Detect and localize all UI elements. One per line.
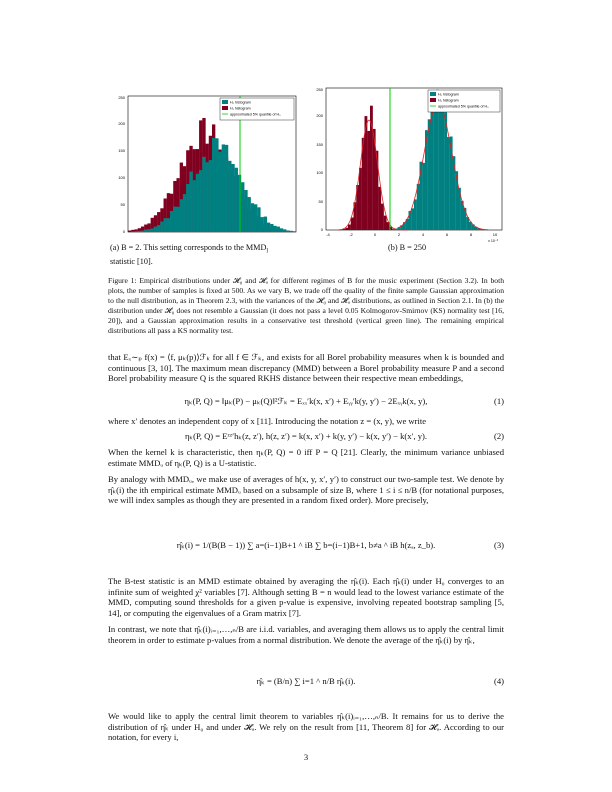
histogram-bar xyxy=(138,231,141,232)
histogram-bar xyxy=(381,204,384,230)
histogram-bar xyxy=(442,104,445,230)
histogram-bar xyxy=(411,208,414,230)
right-xtick: -4 xyxy=(326,232,330,237)
paragraph-2: where x′ denotes an independent copy of x [11]. Introducing the notation z = (x, y), we write xyxy=(108,416,427,426)
histogram-bar xyxy=(141,231,144,232)
equation-2-body: ηₖ(P, Q) = Eᶻᶻ′hₖ(z, z′), h(z, z′) = k(x, x′) + k(y, y′) − k(x, y′) − k(x′, y). xyxy=(184,431,428,441)
histogram-bar xyxy=(186,184,189,232)
left-legend xyxy=(220,98,294,120)
histogram-bar xyxy=(351,218,354,230)
histogram-bar xyxy=(134,231,137,232)
right-legend-quantile: approximated 5% quantile of H₀ xyxy=(438,104,489,109)
histogram-bar xyxy=(359,168,362,230)
histogram-bar xyxy=(173,207,176,232)
right-x-scale: x 10⁻³ xyxy=(488,239,498,243)
right-xtick: 4 xyxy=(421,232,425,237)
equation-3-body: η̂ₖ(i) = 1/(B(B − 1)) ∑ a=(i−1)B+1 ^ iB ∑ b=(i−1)B+1, b≠a ^ iB h(zₐ, z_b). xyxy=(176,540,436,550)
paragraph-4: By analogy with MMDᵤ, we make use of averages of h(x, y, x′, y′) to construct our two-sample test. We denote by η̂ₖ(i) the ith empirical estimate MMDᵤ based on a subsample of size B, where 1 ≤ i ≤ n/B (for notational purposes, we will index samples as though they are presented in a random fixed order). More precisely, xyxy=(108,474,504,506)
page-number: 3 xyxy=(303,752,309,762)
equation-2-number: (2) xyxy=(493,431,504,441)
right-xtick: 10 xyxy=(492,232,498,237)
histogram-bar xyxy=(180,199,183,232)
histogram-bar xyxy=(447,137,450,230)
histogram-bar xyxy=(348,224,351,230)
histogram-bar xyxy=(392,229,395,230)
equation-3-number: (3) xyxy=(493,540,504,550)
left-legend-h0: H₀ histogram xyxy=(230,100,251,105)
histogram-bar xyxy=(345,228,348,230)
histogram-bar xyxy=(260,217,263,232)
equation-1 xyxy=(108,396,504,408)
paragraph-5: The B-test statistic is an MMD estimate obtained by averaging the η̂ₖ(i). Each η̂ₖ(i) under H₀ converges to an infinite sum of weighted χ² variables [7]. Although setting B = n would lead to the lowest variance estimate of the MMD, computing sound thresholds for a given p-value is expensive, involving repeated bootstrap sampling [5, 14], or computing the eigenvalues of a Gram matrix [7]. xyxy=(108,576,504,618)
histogram-bar xyxy=(248,197,251,232)
equation-4-number: (4) xyxy=(493,676,504,686)
histogram-bar xyxy=(196,174,199,232)
histogram-bar xyxy=(170,211,173,232)
histogram-bar xyxy=(273,226,276,232)
right-xtick: 6 xyxy=(445,232,449,237)
histogram-bar xyxy=(270,224,273,232)
histogram-bar xyxy=(176,207,179,232)
right-xtick: 0 xyxy=(373,232,377,237)
histogram-bar xyxy=(222,144,225,232)
panel-caption-a-sub: l xyxy=(266,248,269,255)
figure-left-histogram xyxy=(110,92,300,240)
histogram-bar xyxy=(183,194,186,232)
histogram-bar xyxy=(209,160,212,232)
right-ytick: 200 xyxy=(316,113,323,118)
histogram-bar xyxy=(283,229,286,232)
histogram-bar xyxy=(154,227,157,232)
paragraph-3: When the kernel k is characteristic, then ηₖ(P, Q) = 0 iff P = Q [21]. Clearly, the minimum variance unbiased estimate MMDᵤ of ηₖ(P, Q) is a U-statistic. xyxy=(108,447,504,468)
right-ytick: 250 xyxy=(316,87,323,92)
histogram-bar xyxy=(244,190,247,232)
histogram-bar xyxy=(241,182,244,232)
panel-caption-a-line2: statistic [10]. xyxy=(110,256,153,266)
histogram-bar xyxy=(428,119,431,230)
figure-right-histogram xyxy=(308,84,508,244)
right-ytick: 50 xyxy=(318,199,323,204)
panel-caption-a-text: (a) B = 2. This setting corresponds to the MMD xyxy=(110,243,267,252)
histogram-bar xyxy=(215,138,218,232)
equation-3 xyxy=(108,540,504,554)
figure-caption: Figure 1: Empirical distributions under 𝓗₀ and 𝓗ₐ for different regimes of B for the music experiment (Section 3.2). In both plots, the number of samples is fixed at 500. As we vary B, we trade off the quality of the finite sample Gaussian approximation to the null distribution, as in Theorem 2.3, with the variances of the 𝓗₀ and 𝓗ₐ distributions, as outlined in Section 2.1. In (b) the distribution under 𝓗₀ does not resemble a Gaussian (it does not pass a level 0.05 Kolmogorov-Smirnov (KS) normality test [16, 20]), and a Gaussian approximation results in a conservative test threshold (vertical green line). The remaining empirical distributions all pass a KS normality test. xyxy=(108,276,504,335)
histogram-bar xyxy=(286,230,289,232)
histogram-bar xyxy=(414,199,417,230)
histogram-bar xyxy=(251,203,254,232)
left-legend-quantile: approximated 5% quantile of H₀ xyxy=(230,112,281,117)
histogram-bar xyxy=(264,217,267,232)
histogram-bar xyxy=(231,164,234,232)
left-ytick: 200 xyxy=(118,121,125,126)
histogram-bar xyxy=(277,227,280,232)
right-ytick: 100 xyxy=(316,170,323,175)
histogram-bar xyxy=(384,216,387,230)
histogram-bar xyxy=(433,109,436,230)
histogram-bar xyxy=(367,131,370,230)
histogram-bar xyxy=(228,161,231,232)
equation-2 xyxy=(108,431,504,443)
histogram-bar xyxy=(212,138,215,232)
histogram-bar xyxy=(267,223,270,232)
histogram-bar xyxy=(218,152,221,232)
equation-4 xyxy=(108,676,504,690)
histogram-bar xyxy=(378,187,381,230)
paragraph-7: We would like to apply the central limit theorem to variables η̂ₖ(i)ᵢ₌₁,…,ₙ/B. It remains for us to derive the distribution of η̂ₖ under H₀ and under 𝓗ₐ. We rely on the result from [11, Theorem 8] for 𝓗ₐ. According to our notation, for every i, xyxy=(108,711,504,743)
histogram-bar xyxy=(293,231,296,232)
histogram-bar xyxy=(257,207,260,232)
histogram-bar xyxy=(131,231,134,232)
histogram-bar xyxy=(254,204,257,232)
histogram-bar xyxy=(160,222,163,232)
histogram-bar xyxy=(202,157,205,232)
equation-4-body: η̂ₖ = (B/n) ∑ i=1 ^ n/B η̂ₖ(i). xyxy=(256,676,356,686)
histogram-bar xyxy=(144,230,147,232)
histogram-bar xyxy=(290,231,293,232)
histogram-bar xyxy=(235,168,238,232)
right-ytick: 0 xyxy=(320,227,323,232)
panel-caption-b: (b) B = 250 xyxy=(388,243,427,252)
histogram-bar xyxy=(280,228,283,232)
histogram-bar xyxy=(444,112,447,230)
left-ytick: 250 xyxy=(118,95,125,100)
histogram-bar xyxy=(157,225,160,232)
histogram-bar xyxy=(225,145,228,232)
histogram-bar xyxy=(147,229,150,232)
histogram-bar xyxy=(193,180,196,232)
histogram-bar xyxy=(128,231,131,232)
left-ytick: 100 xyxy=(118,175,125,180)
left-ytick: 150 xyxy=(118,148,125,153)
right-xtick: 8 xyxy=(469,232,473,237)
right-xtick: -2 xyxy=(349,232,353,237)
left-ytick: 50 xyxy=(120,202,125,207)
left-legend-h1: H₁ histogram xyxy=(230,106,251,111)
panel-caption-a xyxy=(110,243,306,267)
right-legend-h0: H₀ histogram xyxy=(438,92,459,97)
histogram-bar xyxy=(199,170,202,232)
histogram-bar xyxy=(151,228,154,232)
right-legend xyxy=(428,90,500,112)
histogram-bar xyxy=(167,218,170,232)
histogram-bar xyxy=(189,172,192,232)
paragraph-1: that Eₓ∼ₚ f(x) = ⟨f, μₖ(p)⟩ℱₖ for all f ∈ ℱₖ, and exists for all Borel probability measures when k is bounded and continuous [3, 10]. The maximum mean discrepancy (MMD) between a Borel probability measure P and a second Borel probability measure Q is the squared RKHS distance between their respective mean embeddings, xyxy=(108,352,504,384)
paragraph-6: In contrast, we note that η̂ₖ(i)ᵢ₌₁,…,ₙ/B are i.i.d. variables, and averaging them allows us to apply the central limit theorem in order to estimate p-values from a normal distribution. We denote the average of the η̂ₖ(i) by η̂ₖ, xyxy=(108,624,504,645)
right-ytick: 150 xyxy=(316,142,323,147)
histogram-bar xyxy=(376,151,379,230)
right-xtick: 2 xyxy=(397,232,401,237)
histogram-bar xyxy=(206,162,209,232)
histogram-bar xyxy=(417,184,420,230)
right-legend-h1: H₁ histogram xyxy=(438,98,459,103)
left-ytick: 0 xyxy=(122,229,125,234)
equation-1-body: ηₖ(P, Q) = ‖μₖ(P) − μₖ(Q)‖²ℱₖ = Eₓₓ′k(x, x′) + Eᵧᵧ′k(y, y′) − 2Eₓᵧk(x, y), xyxy=(184,396,428,406)
histogram-bar xyxy=(422,163,425,230)
equation-1-number: (1) xyxy=(493,396,504,406)
histogram-bar xyxy=(164,218,167,232)
